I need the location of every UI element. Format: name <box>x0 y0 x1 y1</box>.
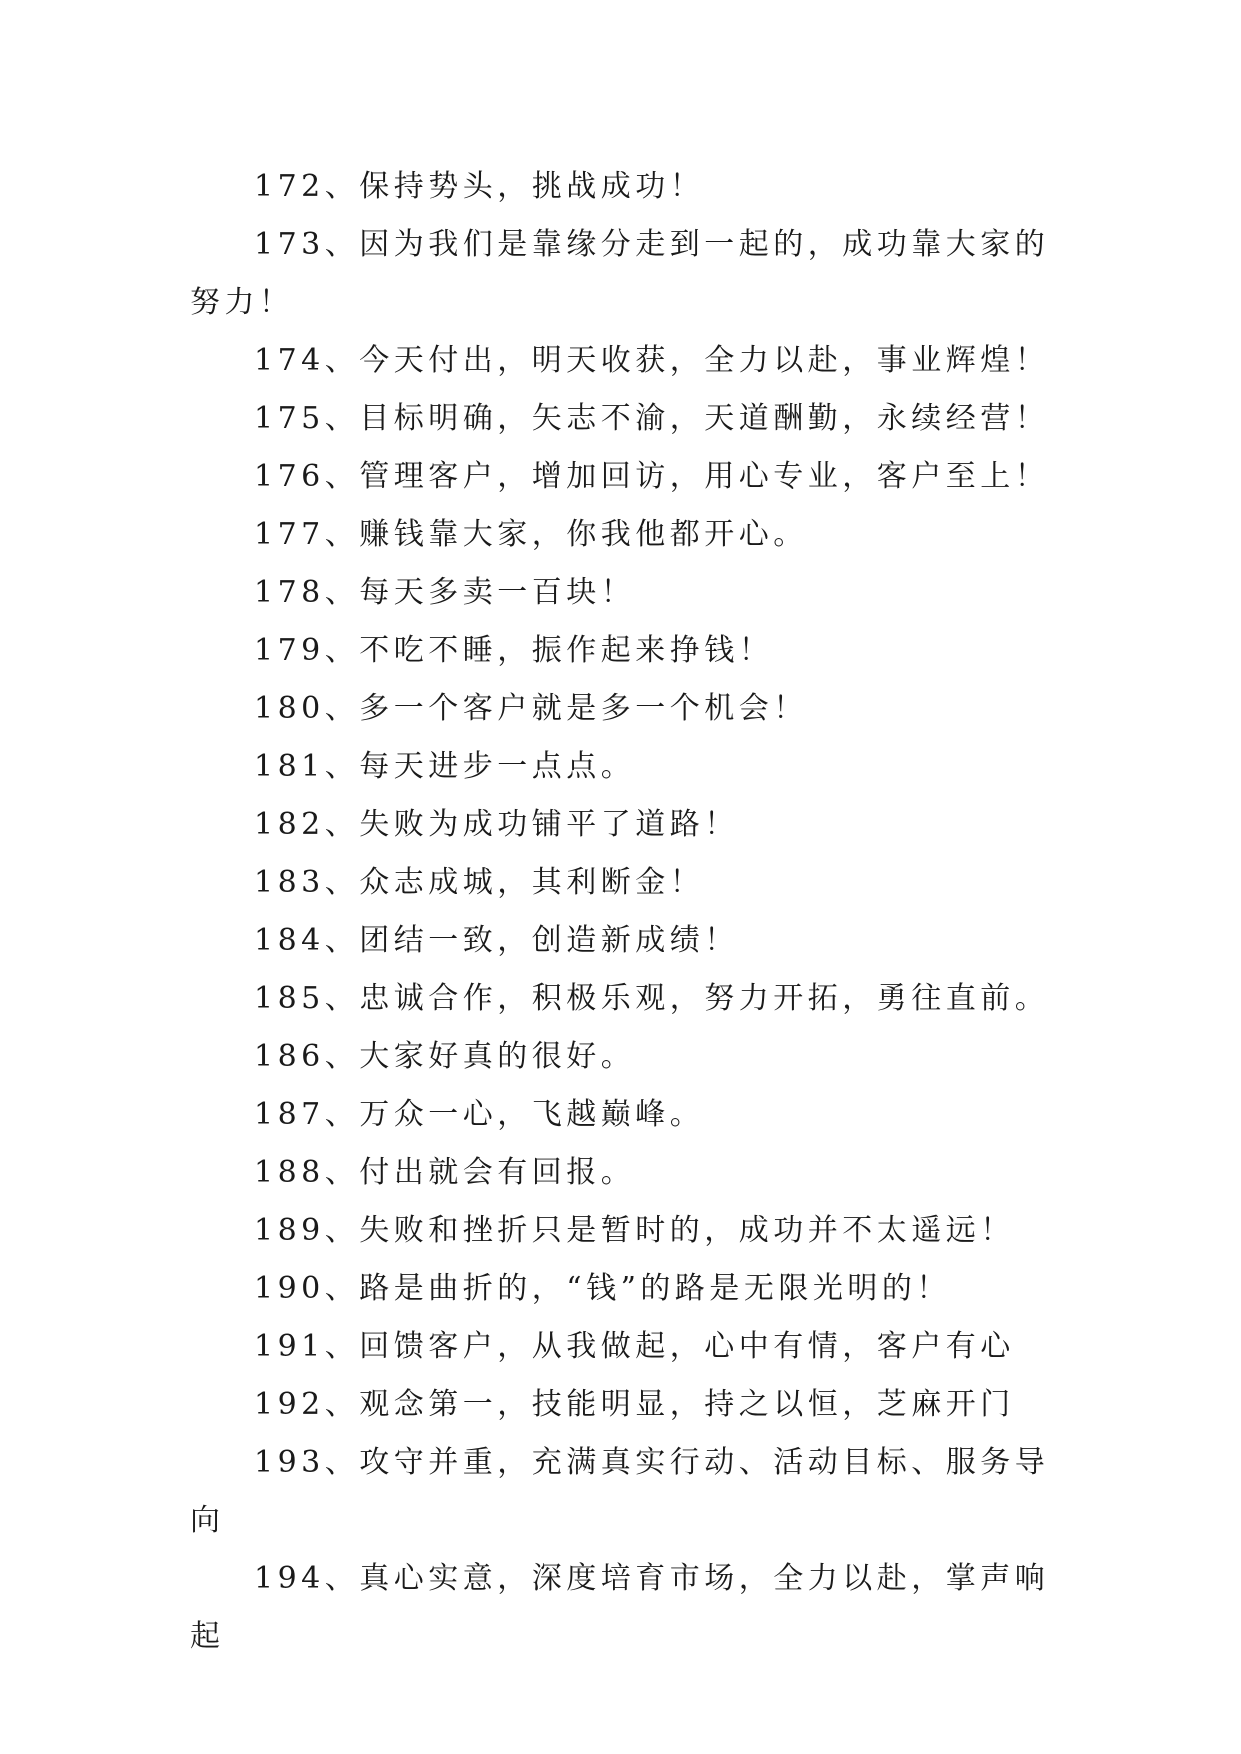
list-item: 194、真心实意，深度培育市场，全力以赴，掌声响起 <box>190 1561 1050 1654</box>
list-item: 184、团结一致，创造新成绩！ <box>254 923 739 958</box>
list-item: 186、大家好真的很好。 <box>254 1039 636 1074</box>
list-item: 183、众志成城，其利断金！ <box>254 865 705 900</box>
list-item: 181、每天进步一点点。 <box>254 749 636 784</box>
list-item: 179、不吃不睡，振作起来挣钱！ <box>254 633 774 668</box>
list-item: 182、失败为成功铺平了道路！ <box>254 807 739 842</box>
list-item: 180、多一个客户就是多一个机会！ <box>254 691 808 726</box>
list-item: 188、付出就会有回报。 <box>254 1155 636 1190</box>
list-item: 192、观念第一，技能明显，持之以恒，芝麻开门 <box>254 1387 1015 1422</box>
document-body <box>190 158 1070 1666</box>
list-item: 187、万众一心，飞越巅峰。 <box>254 1097 705 1132</box>
list-item: 185、忠诚合作，积极乐观，努力开拓，勇往直前。 <box>254 981 1050 1016</box>
list-item: 191、回馈客户，从我做起，心中有情，客户有心 <box>254 1329 1015 1364</box>
list-item: 173、因为我们是靠缘分走到一起的，成功靠大家的努力！ <box>190 227 1050 320</box>
list-item: 189、失败和挫折只是暂时的，成功并不太遥远！ <box>254 1213 1015 1248</box>
list-item: 174、今天付出，明天收获，全力以赴，事业辉煌！ <box>254 343 1050 378</box>
list-item: 190、路是曲折的，“钱”的路是无限光明的！ <box>254 1271 951 1306</box>
list-item: 193、攻守并重，充满真实行动、活动目标、服务导向 <box>190 1445 1050 1538</box>
list-item: 176、管理客户，增加回访，用心专业，客户至上！ <box>254 459 1050 494</box>
list-item: 178、每天多卖一百块！ <box>254 575 636 610</box>
list-item: 177、赚钱靠大家，你我他都开心。 <box>254 517 808 552</box>
list-item: 175、目标明确，矢志不渝，天道酬勤，永续经营！ <box>254 401 1050 436</box>
list-item: 172、保持势头，挑战成功！ <box>254 169 705 204</box>
